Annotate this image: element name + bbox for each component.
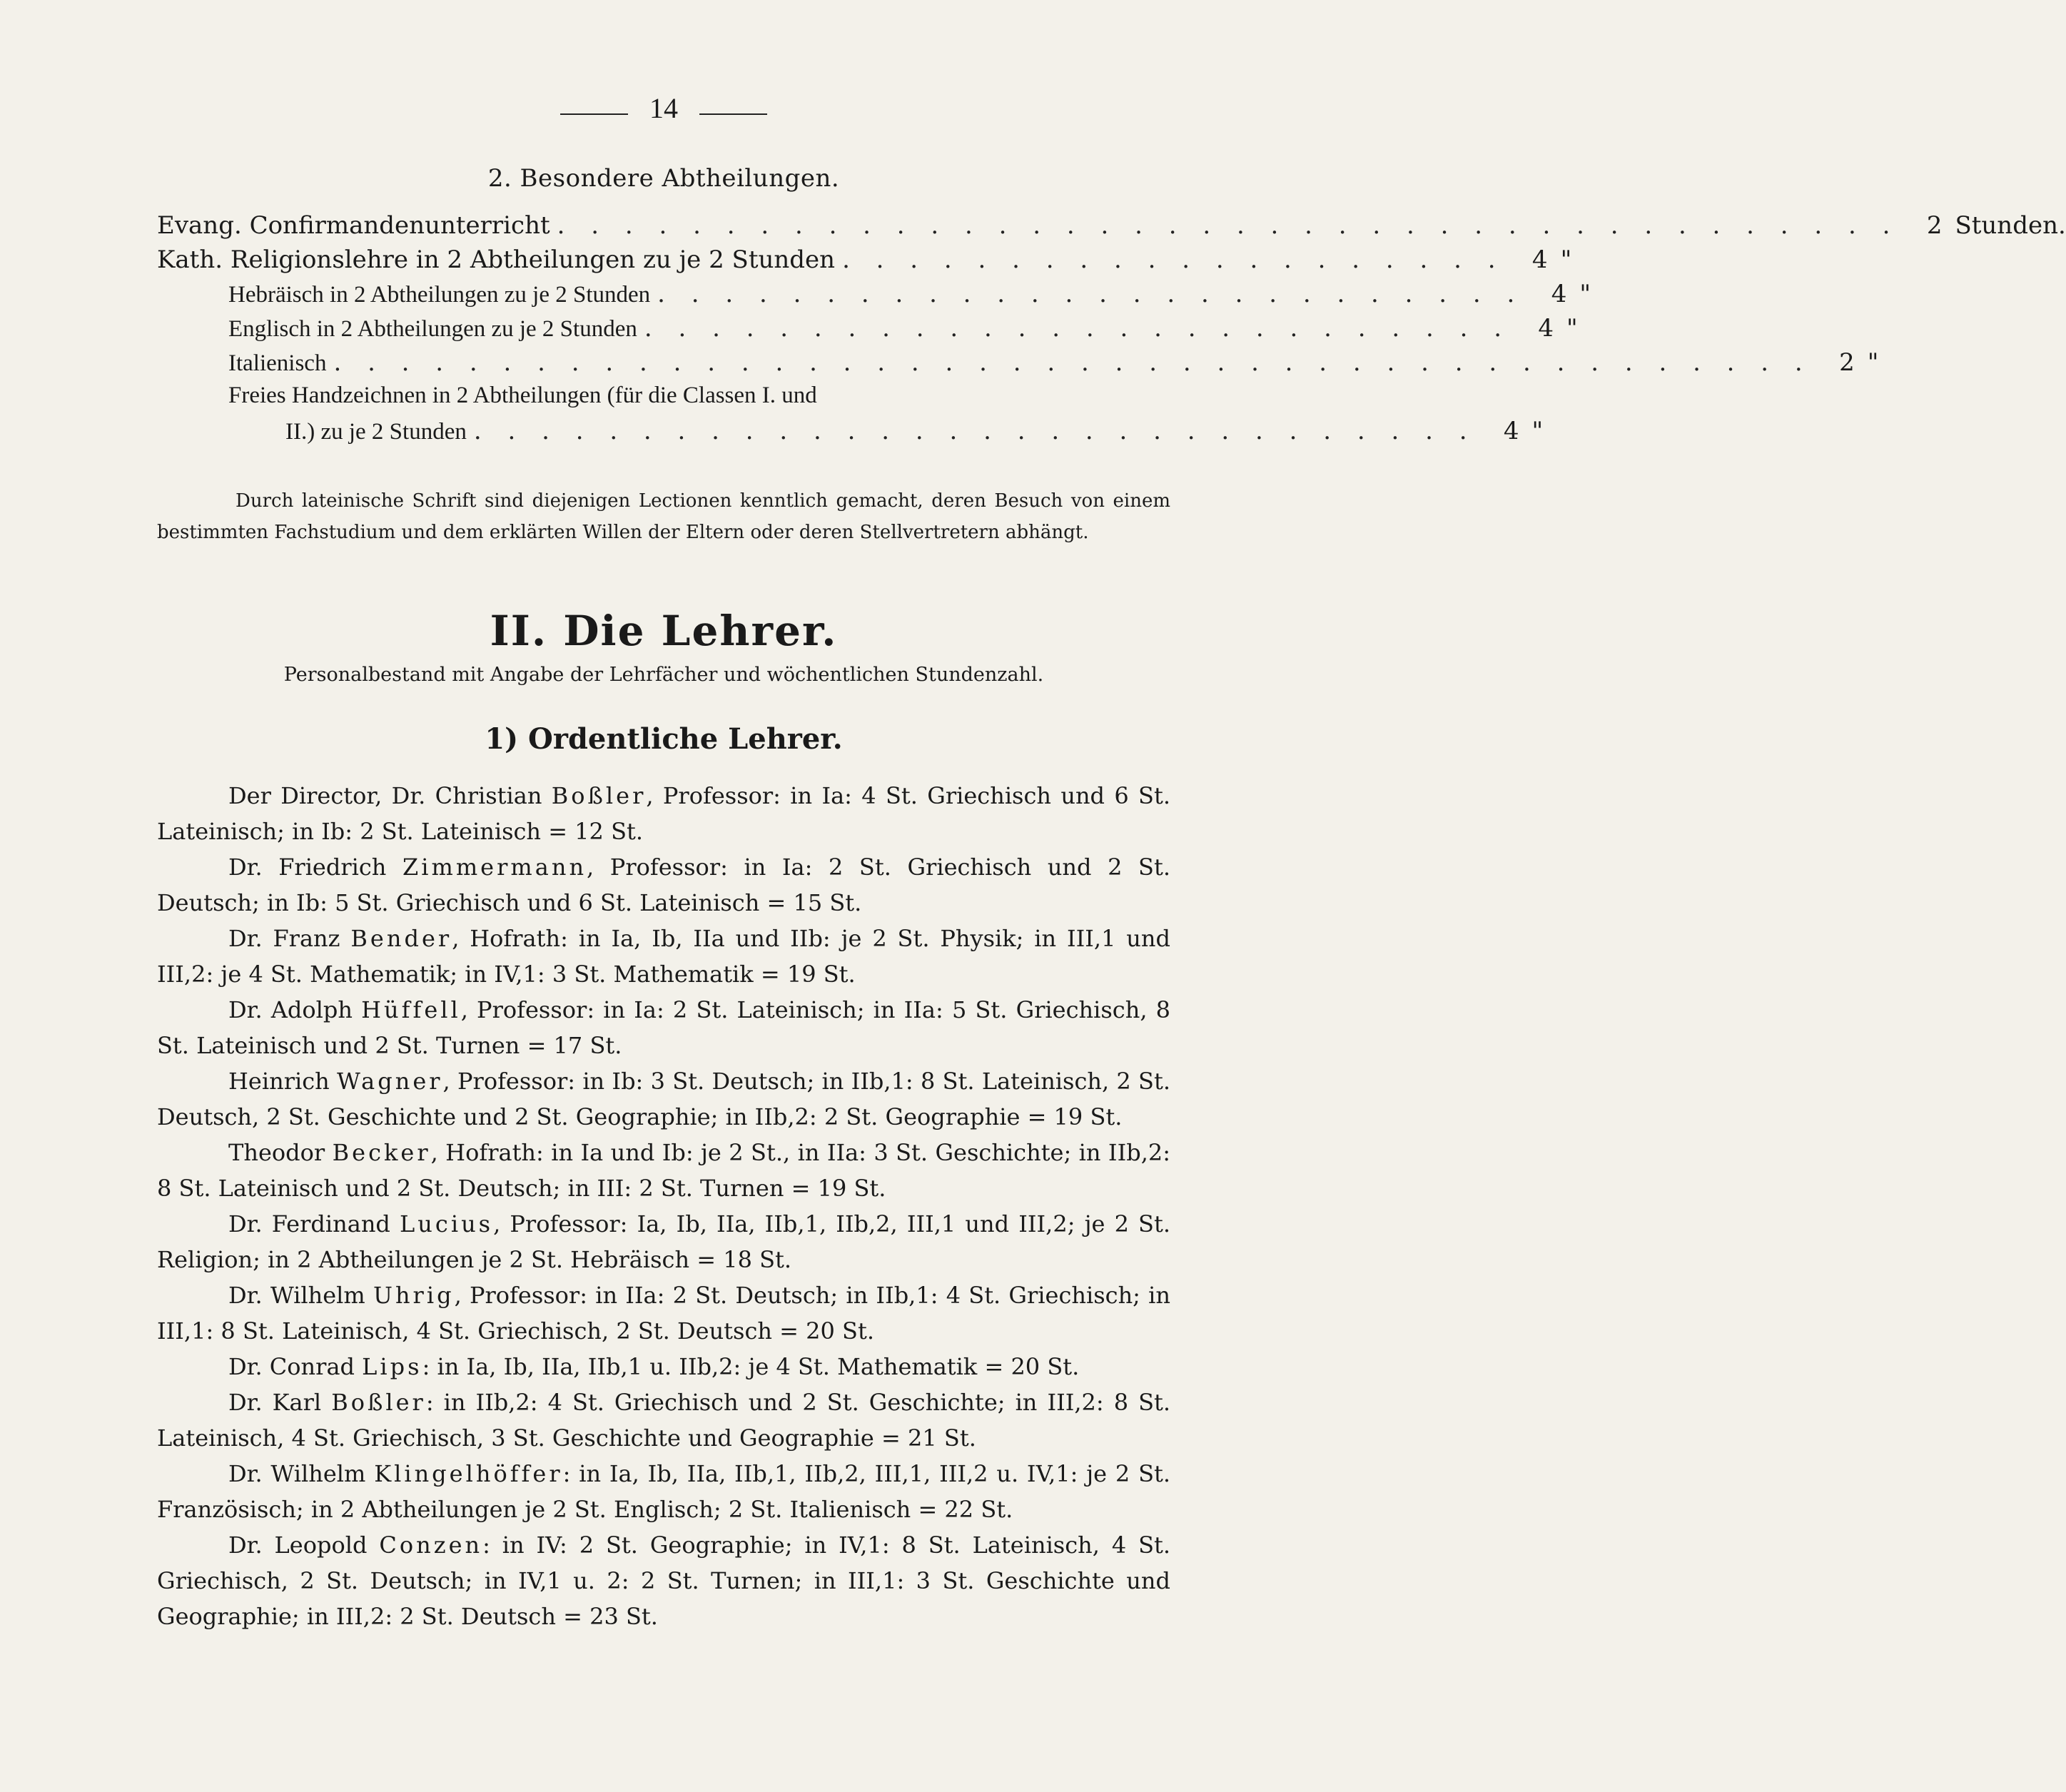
teacher-entry	[157, 1349, 1170, 1385]
teacher-surname: Wagner	[337, 1068, 443, 1095]
lesson-label: Italienisch	[228, 350, 327, 376]
teacher-surname: Hüffell	[361, 996, 461, 1023]
teacher-details: : in Ia, Ib, IIa, IIb,1 u. IIb,2: je 4 St. Mathematik = 20 St.	[422, 1353, 1080, 1380]
teacher-surname: Boßler	[551, 782, 647, 809]
lesson-label: Evang. Confirmandenunterricht	[157, 211, 550, 240]
lesson-label: Kath. Religionslehre in 2 Abtheilungen zu je 2 Stunden	[157, 245, 836, 274]
lesson-label: Englisch in 2 Abtheilungen zu je 2 Stunden	[228, 316, 637, 342]
lesson-hours: 4	[1503, 417, 1519, 445]
teacher-entry	[157, 1206, 1170, 1277]
lesson-label: II.) zu je 2 Stunden	[285, 419, 467, 445]
subsection-heading: 1) Ordentliche Lehrer.	[485, 722, 843, 756]
leader-dots: . . . . . . . . . . . . . . . . . . . . . . . . . . . . . . . . . . . . . . . . . . . .	[333, 348, 1812, 377]
teacher-details: , Professor: in Ib: 3 St. Deutsch; in IIb,1: 8 St. Lateinisch, 2 St. Deutsch, 2 St. Geschichte und 2 St. Geographie; in IIb,2: 2 St. Geographie = 19 St.	[157, 1068, 1171, 1130]
teacher-prefix: Heinrich	[228, 1068, 330, 1095]
teacher-details: , Professor: Ia, Ib, IIa, IIb,1, IIb,2, III,1 und III,2; je 2 St. Religion; in 2 Abtheilungen je 2 St. Hebräisch = 18 St.	[157, 1210, 1171, 1273]
list-item	[157, 383, 1170, 417]
teacher-entry	[157, 849, 1170, 921]
list-item	[157, 348, 1879, 383]
teacher-details: , Professor: in Ia: 2 St. Lateinisch; in IIa: 5 St. Griechisch, 8 St. Lateinisch und 2 St. Turnen = 17 St.	[157, 996, 1170, 1059]
section-heading: 2. Besondere Abtheilungen.	[487, 164, 840, 193]
page-number-text: 14	[649, 92, 678, 124]
lesson-unit: "	[1560, 245, 1572, 274]
teacher-entry	[157, 1385, 1170, 1456]
teacher-prefix: Dr. Karl	[228, 1389, 322, 1416]
right-dash	[699, 113, 767, 115]
left-dash	[560, 113, 628, 115]
teacher-surname: Boßler	[331, 1389, 426, 1416]
list-item	[157, 211, 2066, 245]
leader-dots: . . . . . . . . . . . . . . . . . . . . . . . . . . . . . .	[473, 417, 1477, 445]
teacher-entry	[157, 1277, 1170, 1349]
teacher-prefix: Der Director, Dr. Christian	[228, 782, 542, 809]
list-item	[157, 417, 1544, 451]
leader-dots: . . . . . . . . . . . . . . . . . . . . . . . . . .	[644, 314, 1511, 343]
teacher-prefix: Dr. Adolph	[228, 996, 353, 1023]
teacher-prefix: Dr. Ferdinand	[228, 1210, 390, 1237]
list-item	[157, 245, 1572, 280]
teacher-details: , Hofrath: in Ia, Ib, IIa und IIb: je 2 St. Physik; in III,1 und III,2: je 4 St. Mathematik; in IV,1: 3 St. Mathematik = 19 St.	[157, 925, 1171, 988]
teacher-details: : in IV: 2 St. Geographie; in IV,1: 8 St. Lateinisch, 4 St. Griechisch, 2 St. Deutsch; in IV,1 u. 2: 2 St. Turnen; in III,1: 3 St. Geschichte und Geographie; in III,2: 2 St. Deutsch = 23 St.	[157, 1532, 1171, 1630]
lesson-unit: "	[1566, 314, 1578, 343]
teacher-details: : in Ia, Ib, IIa, IIb,1, IIb,2, III,1, III,2 u. IV,1: je 2 St. Französisch; in 2 Abtheilungen je 2 St. Englisch; 2 St. Italienisch = 22 St.	[157, 1460, 1171, 1523]
teacher-prefix: Dr. Wilhelm	[228, 1282, 365, 1309]
teacher-entry	[157, 1135, 1170, 1206]
page-number	[0, 91, 1327, 125]
teacher-surname: Lips	[362, 1353, 422, 1380]
list-item	[157, 314, 1578, 348]
teacher-prefix: Dr. Leopold	[228, 1532, 368, 1559]
chapter-title: II. Die Lehrer.	[490, 607, 838, 655]
lesson-unit: "	[1867, 348, 1879, 377]
lesson-label: Freies Handzeichnen in 2 Abtheilungen (für die Classen I. und	[228, 383, 817, 408]
lesson-hours: 2	[1839, 348, 1855, 377]
teacher-prefix: Dr. Conrad	[228, 1353, 355, 1380]
teacher-surname: Lucius	[400, 1210, 494, 1237]
teacher-details: , Professor: in Ia: 4 St. Griechisch und 6 St. Lateinisch; in Ib: 2 St. Lateinisch = 12 St.	[157, 782, 1170, 845]
lesson-label: Hebräisch in 2 Abtheilungen zu je 2 Stunden	[228, 282, 651, 308]
lesson-hours: 4	[1551, 280, 1567, 308]
list-item	[157, 280, 1591, 314]
teacher-surname: Conzen	[379, 1532, 483, 1559]
chapter-subtitle: Personalbestand mit Angabe der Lehrfächer und wöchentlichen Stundenzahl.	[283, 664, 1044, 686]
teacher-surname: Becker	[332, 1139, 431, 1166]
teacher-prefix: Theodor	[228, 1139, 325, 1166]
lesson-unit: "	[1531, 417, 1544, 445]
lesson-unit: Stunden.	[1955, 211, 2066, 240]
teacher-entry	[157, 778, 1170, 849]
teacher-list	[157, 778, 1170, 1634]
teacher-details: : in IIb,2: 4 St. Griechisch und 2 St. Geschichte; in III,2: 8 St. Lateinisch, 4 St. Griechisch, 3 St. Geschichte und Geographie = 21 St.	[157, 1389, 1171, 1452]
teacher-details: , Hofrath: in Ia und Ib: je 2 St., in IIa: 3 St. Geschichte; in IIb,2: 8 St. Lateinisch und 2 St. Deutsch; in III: 2 St. Turnen = 19 St.	[157, 1139, 1171, 1202]
lesson-hours: 4	[1538, 314, 1554, 343]
leader-dots: . . . . . . . . . . . . . . . . . . . .	[842, 245, 1505, 274]
teacher-prefix: Dr. Franz	[228, 925, 340, 952]
teacher-prefix: Dr. Friedrich	[228, 854, 387, 881]
teacher-surname: Uhrig	[373, 1282, 455, 1309]
teacher-entry	[157, 1063, 1170, 1135]
teacher-prefix: Dr. Wilhelm	[228, 1460, 366, 1487]
leader-dots: . . . . . . . . . . . . . . . . . . . . . . . . . . . . . . . . . . . . . . . .	[557, 211, 1900, 240]
teacher-details: , Professor: in IIa: 2 St. Deutsch; in IIb,1: 4 St. Griechisch; in III,1: 8 St. Lateinisch, 4 St. Griechisch, 2 St. Deutsch = 20 St.	[157, 1282, 1171, 1345]
footnote: Durch lateinische Schrift sind diejenigen Lectionen kenntlich gemacht, deren Besuch von einem bestimmten Fachstudium und dem erklärten Willen der Eltern oder deren Stellvertretern abhängt.	[157, 490, 1170, 543]
teacher-entry	[157, 1456, 1170, 1527]
teacher-surname: Klingelhöffer	[374, 1460, 563, 1487]
lesson-unit: "	[1579, 280, 1591, 308]
teacher-entry	[157, 921, 1170, 992]
lesson-hours: 4	[1531, 245, 1548, 274]
teacher-details: , Professor: in Ia: 2 St. Griechisch und 2 St. Deutsch; in Ib: 5 St. Griechisch und 6 St. Lateinisch = 15 St.	[157, 854, 1171, 916]
special-lessons-list	[157, 211, 2066, 451]
teacher-entry	[157, 992, 1170, 1063]
leader-dots: . . . . . . . . . . . . . . . . . . . . . . . . . .	[657, 280, 1524, 308]
lesson-hours: 2	[1926, 211, 1943, 240]
teacher-entry	[157, 1527, 1170, 1634]
teacher-surname: Zimmermann	[402, 854, 587, 881]
teacher-surname: Bender	[350, 925, 452, 952]
